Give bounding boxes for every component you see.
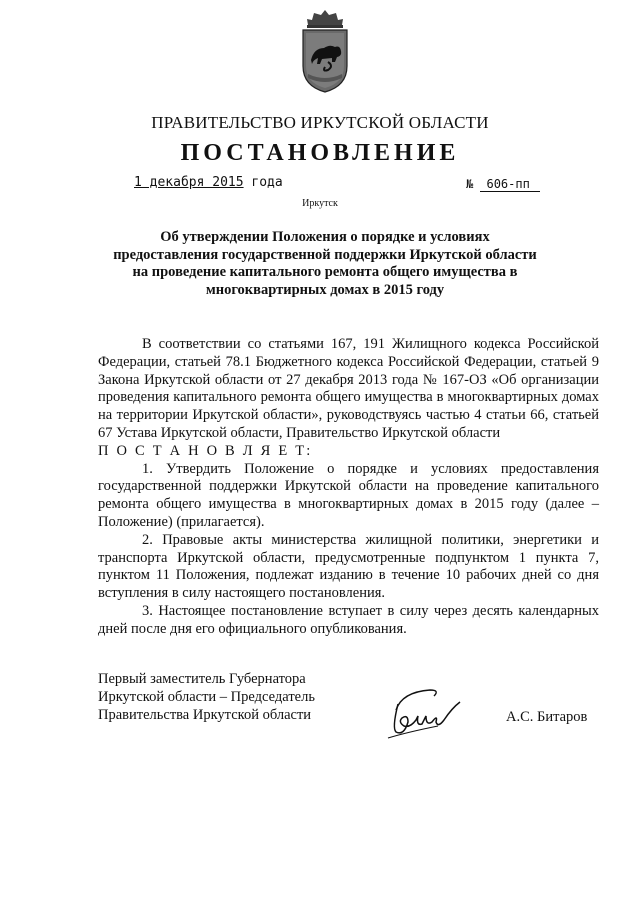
document-number: [466, 177, 540, 191]
coat-of-arms-icon: [298, 8, 352, 94]
number-value: 606-пп: [480, 177, 539, 192]
handwritten-signature: [378, 682, 480, 744]
item-3-paragraph: 3. Настоящее постановление вступает в силу через десять календарных дней после дня его официального опубликования.: [98, 602, 599, 637]
resolves-heading: П О С Т А Н О В Л Я Е Т:: [98, 442, 313, 459]
date-value: 1 декабря 2015: [134, 175, 244, 190]
date-suffix: года: [251, 175, 283, 190]
signatory-title-line: Правительства Иркутской области: [98, 706, 312, 723]
item-2-paragraph: 2. Правовые акты министерства жилищной политики, энергетики и транспорта Иркутской области, предусмотренные подпунктом 1 пункта 7, пунктом 11 Положения, подлежат изданию в течение 10 рабочих дней со дня вступления в силу настоящего постановления.: [98, 531, 599, 602]
number-prefix: №: [466, 177, 474, 191]
city-label: Иркутск: [302, 198, 338, 209]
government-title: ПРАВИТЕЛЬСТВО ИРКУТСКОЙ ОБЛАСТИ: [151, 113, 489, 132]
signatory-title: [98, 671, 315, 724]
document-type: ПОСТАНОВЛЕНИЕ: [180, 140, 460, 166]
signatory-title-line: Первый заместитель Губернатора: [98, 671, 306, 687]
signatory-title-line: Иркутской области – Председатель: [98, 688, 315, 705]
signatory-name: А.С. Битаров: [506, 709, 588, 725]
preamble-paragraph: В соответствии со статьями 167, 191 Жилищного кодекса Российской Федерации, статьей 78.1 Бюджетного кодекса Российской Федерации, статьей 9 Закона Иркутской области от 27 декабря 2013 года № 167-ОЗ «Об организации проведения капитального ремонта общего имущества в многоквартирных домах на территории Иркутской области», руководствуясь частью 4 статьи 66, статьей 67 Устава Иркутской области, Правительство Иркутской области: [98, 336, 599, 441]
document-subject: Об утверждении Положения о порядке и условиях предоставления государственной поддержки Иркутской области на проведение капитального ремонта общего имущества в многоквартирных домах в 2015 году: [113, 229, 537, 298]
document-date: [134, 175, 283, 190]
document-body: [98, 336, 599, 639]
item-1-paragraph: 1. Утвердить Положение о порядке и условиях предоставления государственной поддержки Иркутской области на проведение капитального ремонта общего имущества в многоквартирных домах в 2015 году (далее – Положение) (прилагается).: [98, 460, 599, 530]
